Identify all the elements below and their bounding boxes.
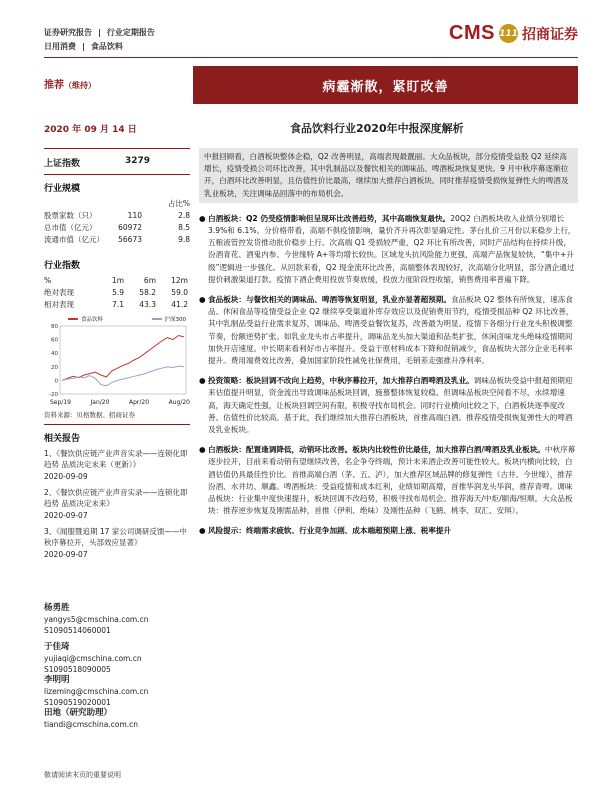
tag-separator: | <box>82 42 85 51</box>
table-cell: 8.5 <box>178 223 190 232</box>
paragraph-body: 中秋序幕逐步拉开，目前来看动销有望继续改善，名企争夺终端，预计未来酒企改善可能性较大。板块内横向比较，白酒估值仍具最佳性价比。首推高端白酒（茅、五、泸），加大推荐区域品牌的修复弹性（古井、今世缘），推荐汾酒、水井坊、顺鑫。啤酒板块：受益疫情和成本红利，业绩如期高增，首推华润龙头华润，推荐青啤。调味品板块：行业集中度快速提升，板块回调不改趋势，积极寻找布局机会。推荐海天/中炬/颐海/恒顺。大众品板块：推荐逆步恢复及刚需品种，首推（伊利、绝味）及刚性品种（飞鹤、桃李、双汇、安琪）。 <box>208 445 576 516</box>
table-cell: 59.0 <box>171 288 188 297</box>
table-cell: 5.9 <box>112 288 124 297</box>
y-tick-label: 20 <box>51 364 58 371</box>
bullet-paragraph <box>199 213 578 286</box>
header-divider <box>44 57 578 58</box>
logo-badge-icon: 111 <box>499 24 518 43</box>
related-report-title: 2、《餐饮供应链产业声音实录——连锁化即趋势 品质决定未来》 <box>44 488 188 508</box>
table-cell: 总市值（亿元） <box>44 223 97 232</box>
index-value: 3279 <box>124 156 150 166</box>
chart-x-axis <box>44 399 190 406</box>
related-report[interactable] <box>44 526 190 560</box>
bullet-icon: ● <box>199 213 206 223</box>
legend-item <box>68 315 103 323</box>
bullet-paragraph <box>199 525 578 537</box>
tag-periodic-report: 行业定期报告 <box>106 28 155 37</box>
tag-securities-report: 证券研究报告 <box>44 28 92 37</box>
analyst-name: 杨勇胜 <box>44 603 70 613</box>
table-cell: 56673 <box>118 235 142 244</box>
index-label: 上证指数 <box>44 159 81 169</box>
x-tick-label: Jan/20 <box>90 399 110 406</box>
bullet-icon: ● <box>199 445 206 455</box>
series-line <box>62 366 184 386</box>
series-line <box>62 336 184 381</box>
paragraph-lead: 投资策略：板块回调不改向上趋势，中秋序幕拉开，加大推荐白酒啤酒及乳业。 <box>208 376 474 386</box>
related-report[interactable] <box>44 448 190 482</box>
table-header-cell: 12m <box>171 276 188 285</box>
table-cell: 2.8 <box>178 211 190 220</box>
headline-banner <box>193 66 578 104</box>
related-report-date: 2020-09-07 <box>44 511 88 520</box>
analyst-name: 李明明 <box>44 675 70 685</box>
industry-index-title: 行业指数 <box>44 261 81 271</box>
industry-scale-title: 行业规模 <box>44 184 81 194</box>
table-cell: 股票家数（只） <box>44 211 97 220</box>
paragraph-lead: 食品板块：与餐饮相关的调味品、啤酒等恢复明显，乳业亦显著超预期。 <box>208 295 451 305</box>
rating-label: 推荐 <box>44 80 64 91</box>
table-cell <box>44 198 112 210</box>
table-header-cell: % <box>44 276 52 285</box>
table-cell: 41.2 <box>171 300 188 309</box>
table-row <box>44 210 190 222</box>
table-cell: 9.8 <box>178 235 190 244</box>
chart-legend <box>44 315 190 323</box>
bullet-paragraph <box>199 375 578 436</box>
analyst-email[interactable]: tiandi@cmschina.com.cn <box>44 720 139 729</box>
index-performance-chart <box>44 323 190 397</box>
table-cell: 流通市值（亿元） <box>44 235 104 244</box>
analyst-card <box>44 603 190 636</box>
chart-source: 资料来源：贝格数据、招商证券 <box>44 411 135 419</box>
tag-food-beverage: 食品饮料 <box>90 42 123 51</box>
x-tick-label: Apr/20 <box>129 399 150 406</box>
bullet-paragraph <box>199 444 578 517</box>
table-cell <box>112 198 142 210</box>
rating <box>44 76 96 91</box>
related-report-title: 1、《餐饮供应链产业声音实录——连锁化即趋势 品质决定未来（更新）》 <box>44 449 188 469</box>
table-header-cell: 1m <box>111 276 124 285</box>
table-cell: 43.3 <box>139 300 156 309</box>
analyst-card <box>44 708 190 730</box>
table-cell: 绝对表现 <box>44 288 74 297</box>
analyst-name: 于佳琦 <box>44 642 70 652</box>
table-row <box>44 287 190 299</box>
related-reports-title: 相关报告 <box>44 434 81 444</box>
analyst-card <box>44 642 190 675</box>
main-content <box>199 148 578 546</box>
paragraph-lead: 风险提示：终端需求疲软、行业竞争加剧、成本端超预期上涨、税率提升 <box>208 526 451 536</box>
analyst-code: S1090518090005 <box>44 665 111 674</box>
table-row <box>44 198 190 210</box>
bullet-icon: ● <box>199 295 206 305</box>
table-cell: 7.1 <box>112 300 124 309</box>
x-tick-label: Sep/19 <box>50 399 71 406</box>
paragraph-lead: 白酒板块：配置逢调降低，动销环比改善。板块内比较性价比最佳，加大推荐白酒/啤酒及乳业板块。 <box>208 445 545 455</box>
performance-table <box>44 275 190 311</box>
analyst-list <box>44 603 190 730</box>
rating-sub: （维持） <box>64 81 96 90</box>
report-date: 2020 年 09 月 14 日 <box>44 125 137 135</box>
analyst-name: 田地（研究助理） <box>44 708 113 718</box>
bullet-icon: ● <box>199 526 206 536</box>
paragraph-body: 调味品板块受益中报超预期迎来估值提升明显，资金流出导致调味品板块回调，施慕整体恢复较稳。但调味品板块空间看不尽，水续增速高，海天确定性强，让板块回调空间有限，积极寻找布局机会。同时行业横向比较之下，白酒板块逐季度改善、估值性价比较高。基于此，我们继续加大推荐白酒板块，首推高端白酒。推荐疫情受损恢复弹性大的啤酒及乳业板块。 <box>208 376 573 435</box>
sidebar <box>44 148 190 730</box>
legend-label: 食品饮料 <box>81 317 104 323</box>
analyst-email[interactable]: yangys5@cmschina.com.cn <box>44 615 149 624</box>
company-logo <box>449 22 578 45</box>
paragraph-lead: 白酒板块：Q2 仍受疫情影响但呈现环比改善趋势，其中高端恢复最快。 <box>208 213 451 223</box>
table-cell: 60972 <box>118 223 142 232</box>
headline-title: 病霾渐散，紧盯改善 <box>322 79 449 95</box>
tag-separator: | <box>98 28 101 37</box>
bullet-icon: ● <box>199 376 206 386</box>
legend-label: 沪深300 <box>164 317 186 323</box>
industry-scale-table <box>44 198 190 246</box>
analyst-card <box>44 675 190 708</box>
related-report-title: 3、《闻服暨追期 17 家公司调研反馈——中秋序幕拉开，头部效应显著》 <box>44 527 187 547</box>
y-tick-label: 60 <box>51 337 58 344</box>
y-tick-label: 80 <box>51 324 58 330</box>
related-report-date: 2020-09-07 <box>44 550 88 559</box>
x-tick-label: Aug/20 <box>168 399 190 406</box>
table-header-cell: 占比% <box>167 199 190 208</box>
legend-item <box>152 315 187 323</box>
paragraph-body: 20Q2 白酒板块收入业绩分别增长 3.9%和 6.1%。分价格带看，高端不俱疫情影响，量价齐升再次彰显确定性。茅台扎价三月份以来稳步上行，五粮液管控发货推动批价稳步上行。次高端 Q1 受损较严重，Q2 环比有所改善，同时产品结构在持续升级，汾酒青花、酒鬼内参、今世缘特 A+等均增长较快。区域龙头抗风险能力更强，高端产品恢复较快，“集中+升级”逻辑进一步强化。从回款来看，Q2 现金流环比改善，高端整体表现较好，次高端分化明显，部分酒企通过提价刺激渠道打款。疫情下酒企费用投放节奏放缓，投放力度阶段性收缩，销售费用率普遍下降。 <box>208 213 576 284</box>
logo-cn: 招商证券 <box>522 26 578 43</box>
table-row <box>44 234 190 246</box>
related-report[interactable] <box>44 487 190 521</box>
table-header-row <box>44 275 190 287</box>
table-cell: 110 <box>127 211 142 220</box>
table-cell: 相对表现 <box>44 300 74 309</box>
related-report-date: 2020-09-09 <box>44 472 88 481</box>
legend-swatch <box>152 318 162 320</box>
table-header-cell: 6m <box>143 276 156 285</box>
chart-frame <box>60 326 186 394</box>
analyst-email[interactable]: lizeming@cmschina.com.cn <box>44 687 149 696</box>
analyst-email[interactable]: yujiaqi@cmschina.com.cn <box>44 654 142 663</box>
analyst-code: S1090519020001 <box>44 698 111 707</box>
y-tick-label: 40 <box>51 351 58 358</box>
index-row <box>44 149 190 174</box>
table-row <box>44 222 190 234</box>
table-cell: 58.2 <box>139 288 156 297</box>
y-tick-label: 0 <box>54 378 58 385</box>
table-row <box>44 299 190 311</box>
analyst-code: S1090514060001 <box>44 626 111 635</box>
summary-box: 中报回顾看，白酒板块整体企稳，Q2 改善明显，高端表现最靓丽。大众品板块，部分疫情受益股 Q2 延续高增长，疫情受损公司环比改善，其中乳制品以及餐饮相关的调味品、啤酒板块恢复更快。9 月中秋序幕逐渐拉开，白酒环比改善明显，且估值性价比最高，继续加大推荐白酒板块。同时推荐疫情受损恢复弹性大的啤酒及乳业板块，关注调味品回落中的布局机会。 <box>199 148 578 203</box>
y-tick-label: -20 <box>49 392 58 397</box>
footer-disclaimer: 敬请阅读末页的重要说明 <box>44 771 121 779</box>
legend-swatch <box>68 318 78 320</box>
bullet-paragraph <box>199 294 578 367</box>
tag-consumer: 日用消费 <box>44 42 76 51</box>
report-category-tags <box>44 26 155 54</box>
report-title: 食品饮料行业2020年中报深度解析 <box>290 122 464 135</box>
paragraph-body: 食品板块 Q2 整体有所恢复，速冻食品、休闲食品等疫情受益企业 Q2 继续享受渠道补库存效应以及促销费用节约，疫情受损品种 Q2 环比改善，其中乳制品受益行业需求复苏，调味品、啤酒受益餐饮复苏，改善最为明显。疫情下各细分行业龙头积极调整节奏，份额逆势扩张。如乳业龙头市占率提升，调味品龙头加大渠道和品类扩张，休闲卤味龙头绝味疫情期间加快开店速度。中长期来看利好市占率提升。受益于原材料成本下降和促销减少，食品板块大部分企业毛利率提升。费用端费效比改善，叠加国家阶段性减免社保费用，毛销差走强推升净利率。 <box>208 295 574 366</box>
logo-en: CMS <box>449 22 495 44</box>
